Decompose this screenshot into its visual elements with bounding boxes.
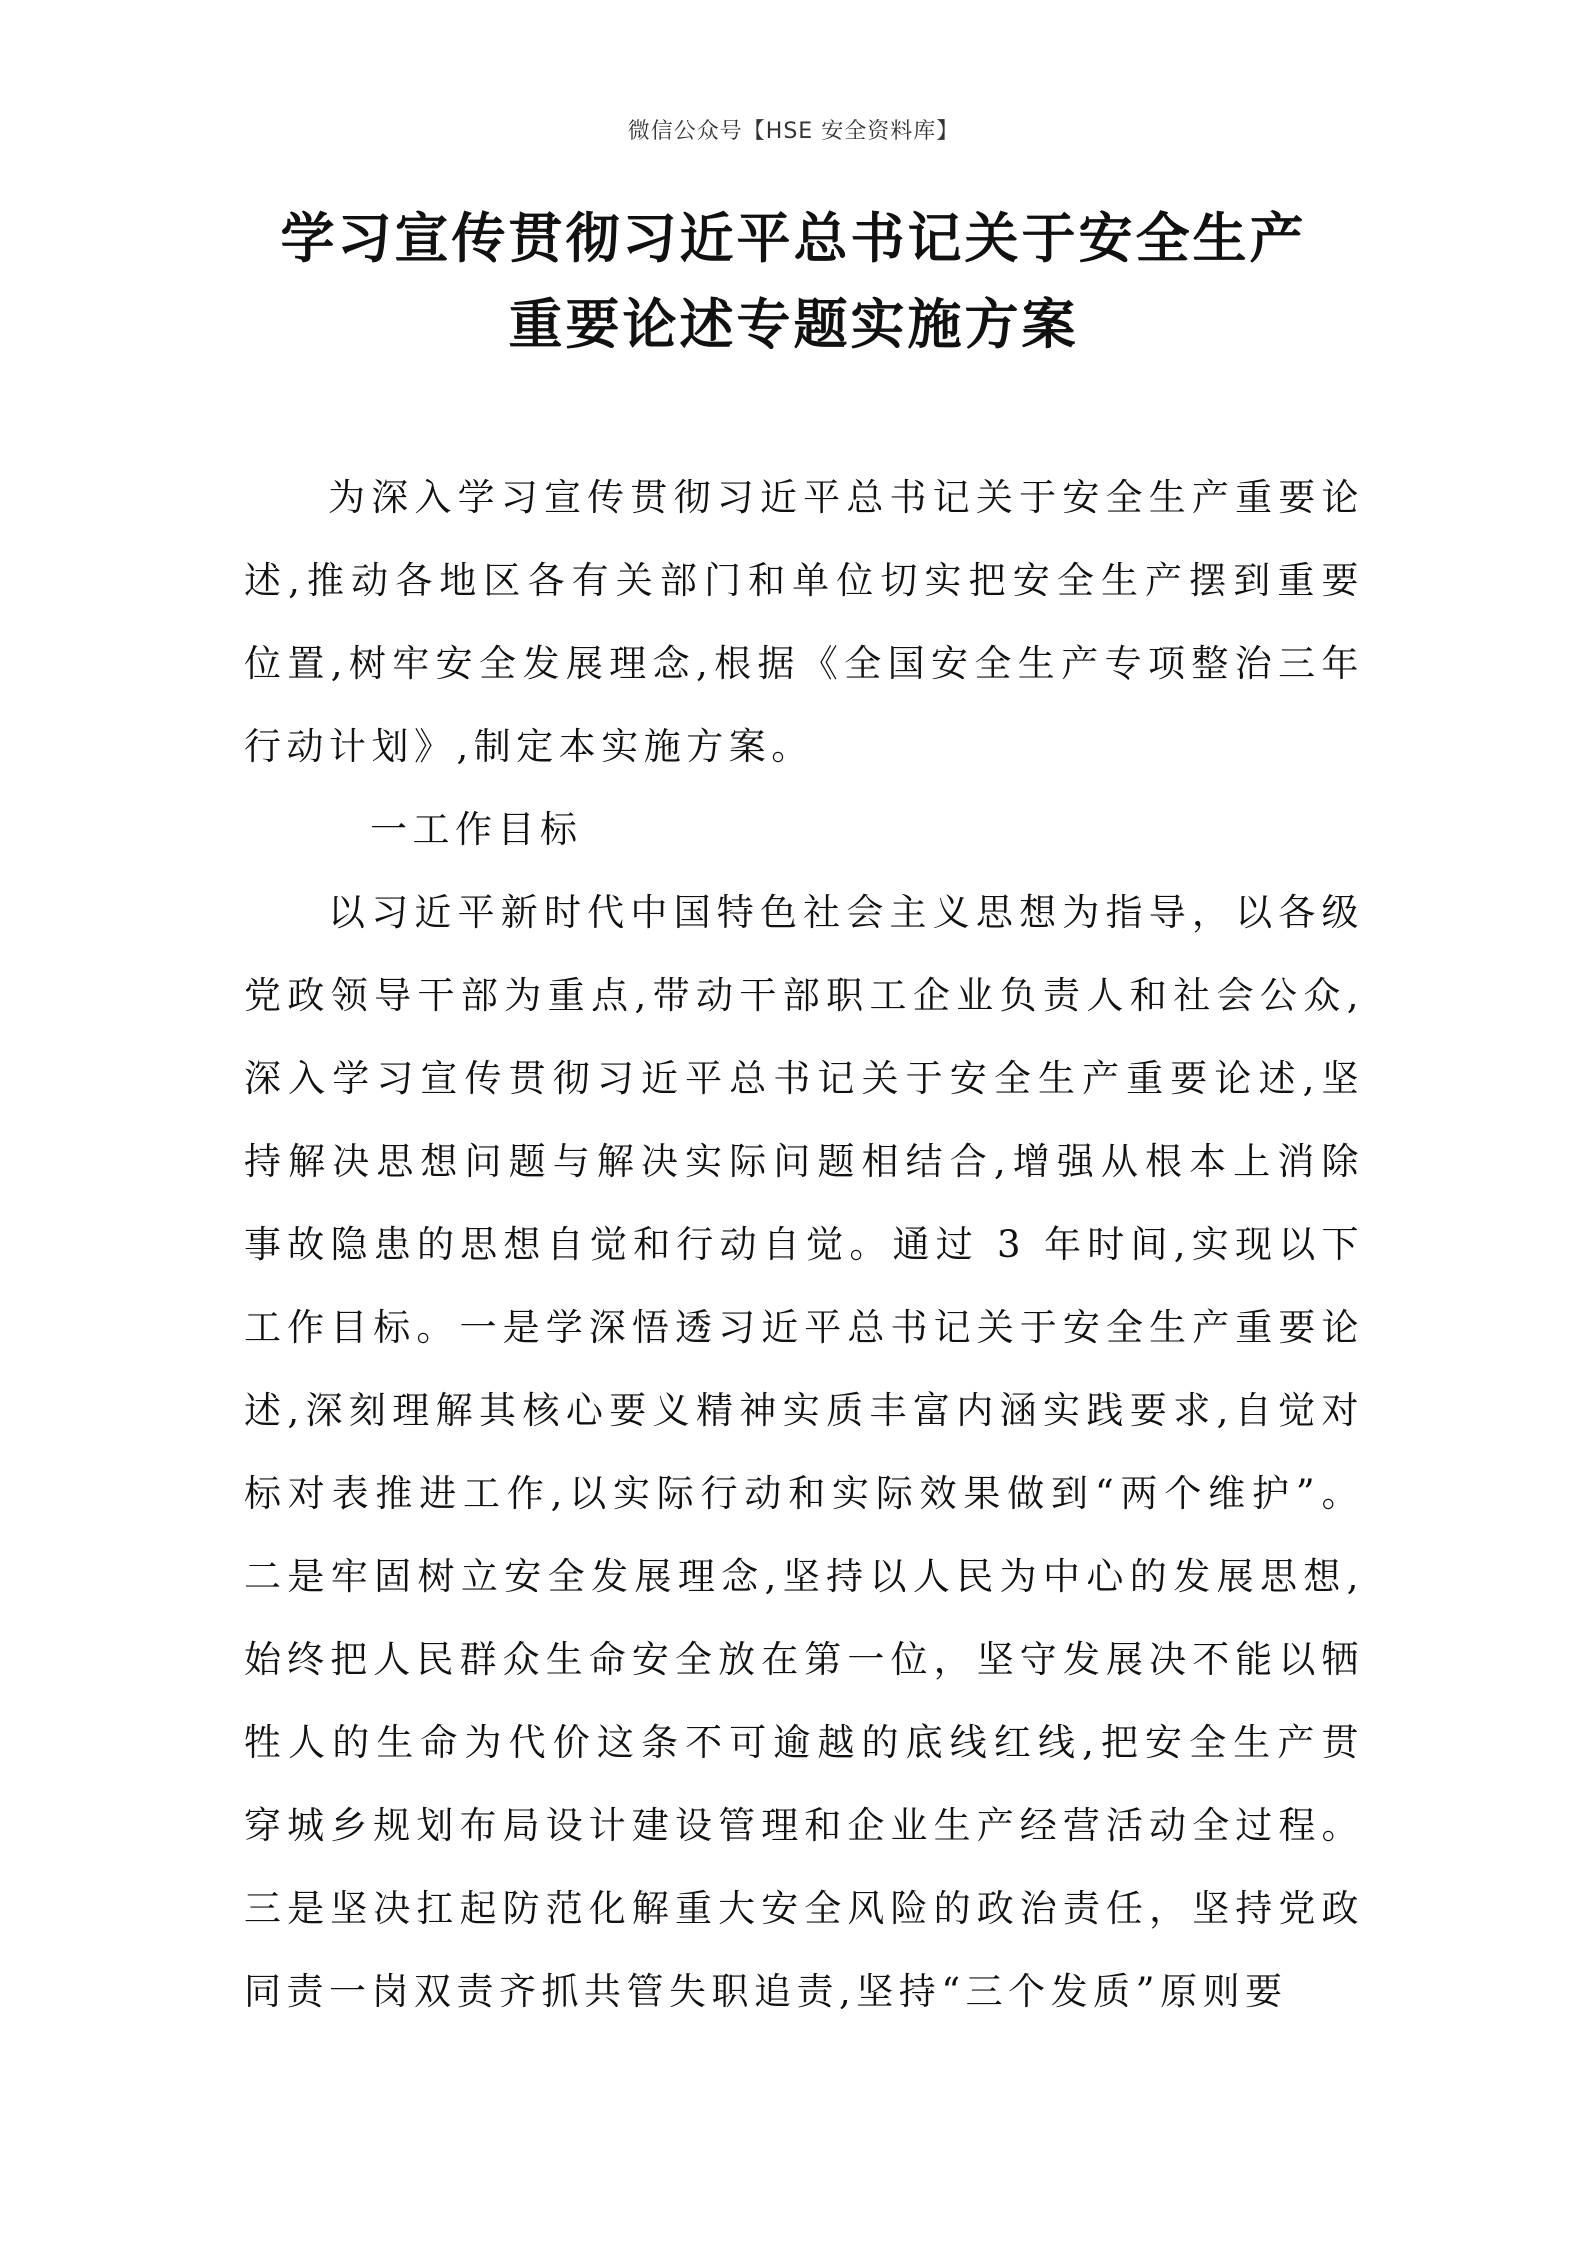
- work-goals-paragraph: 以习近平新时代中国特色社会主义思想为指导，以各级党政领导干部为重点,带动干部职工企业负责人和社会公众,深入学习宣传贯彻习近平总书记关于安全生产重要论述,坚持解决思想问题与解决实际问题相结合,增强从根本上消除事故隐患的思想自觉和行动自觉。通过 3 年时间,实现以下工作目标。一是学深悟透习近平总书记关于安全生产重要论述,深刻理解其核心要义精神实质丰富内涵实践要求,自觉对标对表推进工作,以实际行动和实际效果做到“两个维护”。二是牢固树立安全发展理念,坚持以人民为中心的发展思想,始终把人民群众生命安全放在第一位，坚守发展决不能以牺牲人的生命为代价这条不可逾越的底线红线,把安全生产贯穿城乡规划布局设计建设管理和企业生产经营活动全过程。三是坚决扛起防范化解重大安全风险的政治责任，坚持党政同责一岗双责齐抓共管失职追责,坚持“三个发质”原则要: [244, 891, 1364, 2013]
- document-title: [0, 196, 1587, 368]
- title-line-1: 学习宣传贯彻习近平总书记关于安全生产: [280, 207, 1307, 270]
- title-line-2: 重要论述专题实施方案: [508, 293, 1079, 356]
- section-heading-work-goals: 一工作目标: [370, 808, 583, 851]
- document-body: [244, 456, 1364, 2033]
- intro-paragraph: 为深入学习宣传贯彻习近平总书记关于安全生产重要论述,推动各地区各有关部门和单位切实把安全生产摆到重要位置,树牢安全发展理念,根据《全国安全生产专项整治三年行动计划》,制定本实施方案。: [244, 476, 1364, 768]
- source-header: 微信公众号【HSE 安全资料库】: [627, 119, 960, 144]
